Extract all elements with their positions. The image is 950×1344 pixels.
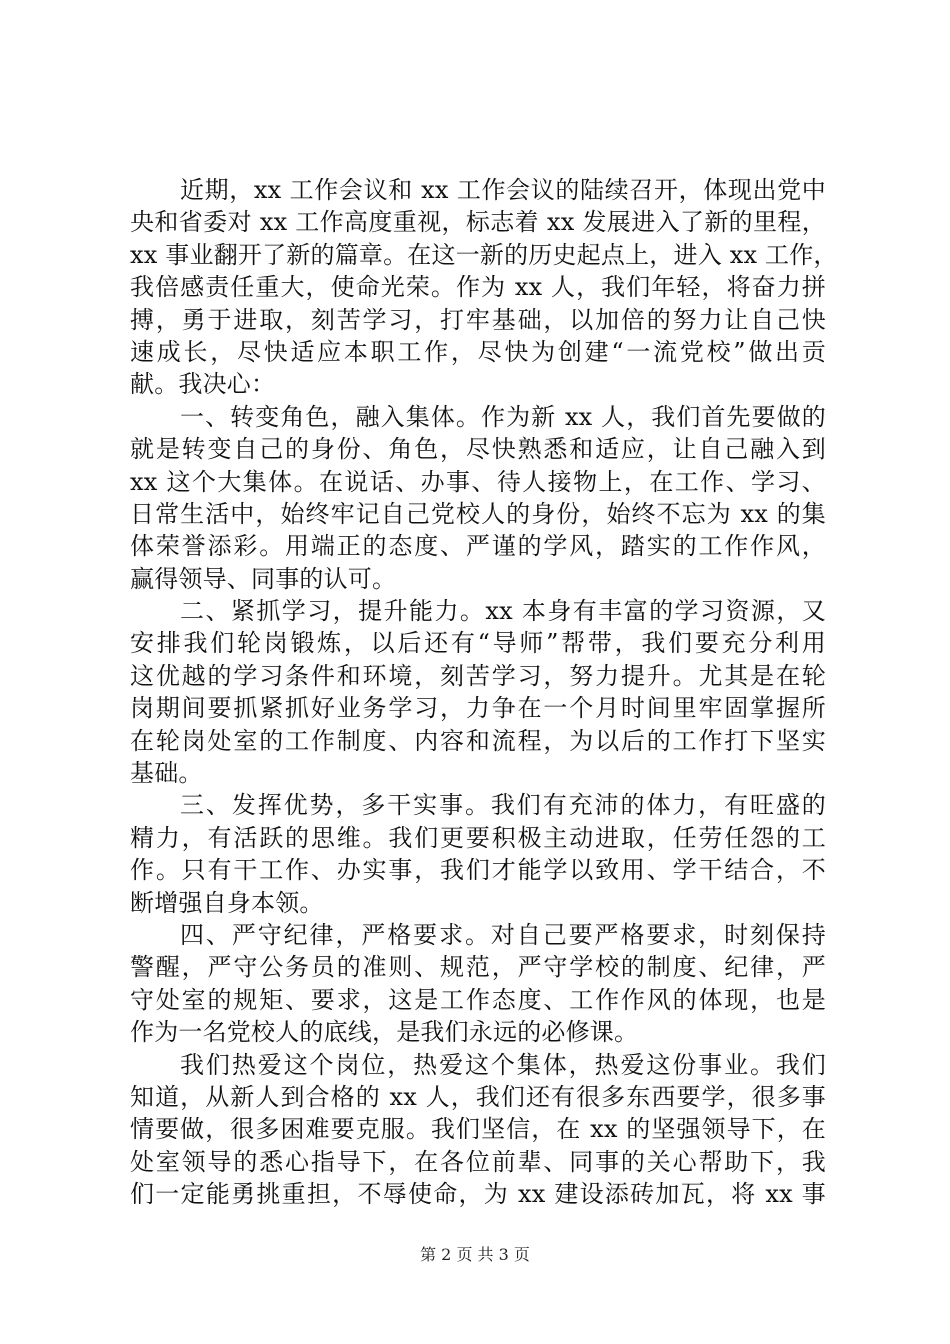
text-line: xx 这个大集体。在说话、办事、待人接物上，在工作、学习、 bbox=[130, 467, 826, 496]
text-line: xx 事业翻开了新的篇章。在这一新的历史起点上，进入 xx 工作， bbox=[130, 240, 838, 269]
text-line: 知道，从新人到合格的 xx 人，我们还有很多东西要学，很多事 bbox=[130, 1082, 826, 1111]
text-line: 断增强自身本领。 bbox=[130, 888, 324, 917]
text-line: 这优越的学习条件和环境，刻苦学习，努力提升。尤其是在轮 bbox=[130, 661, 826, 690]
text-line: 警醒，严守公务员的准则、规范，严守学校的制度、纪律，严 bbox=[130, 953, 826, 982]
text-line: 央和省委对 xx 工作高度重视，标志着 xx 发展进入了新的里程， bbox=[130, 208, 826, 237]
text-line: 速成长，尽快适应本职工作，尽快为创建“一流党校”做出贡 bbox=[130, 337, 826, 366]
text-line: 就是转变自己的身份、角色，尽快熟悉和适应，让自己融入到 bbox=[130, 435, 826, 464]
text-line: 近期，xx 工作会议和 xx 工作会议的陆续召开，体现出党中 bbox=[180, 176, 826, 204]
text-line: 一、转变角色，融入集体。作为新 xx 人，我们首先要做的 bbox=[180, 402, 826, 431]
text-line: 搏，勇于进取，刻苦学习，打牢基础，以加倍的努力让自己快 bbox=[130, 305, 826, 334]
text-line: 守处室的规矩、要求，这是工作态度、工作作风的体现，也是 bbox=[130, 985, 826, 1014]
text-line: 岗期间要抓紧抓好业务学习，力争在一个月时间里牢固掌握所 bbox=[130, 694, 826, 723]
text-line: 献。我决心： bbox=[130, 370, 276, 399]
text-line: 精力，有活跃的思维。我们更要积极主动进取，任劳任怨的工 bbox=[130, 823, 826, 852]
text-line: 我倍感责任重大，使命光荣。作为 xx 人，我们年轻，将奋力拼 bbox=[130, 273, 826, 302]
text-line: 作。只有干工作、办实事，我们才能学以致用、学干结合，不 bbox=[130, 856, 826, 885]
text-line: 四、严守纪律，严格要求。对自己要严格要求，时刻保持 bbox=[180, 920, 826, 949]
text-line: 作为一名党校人的底线，是我们永远的必修课。 bbox=[130, 1018, 639, 1047]
text-line: 体荣誉添彩。用端正的态度、严谨的学风，踏实的工作作风， bbox=[130, 532, 826, 561]
text-line: 赢得领导、同事的认可。 bbox=[130, 564, 397, 593]
text-line: 情要做，很多困难要克服。我们坚信，在 xx 的坚强领导下，在 bbox=[130, 1115, 826, 1144]
text-line: 三、发挥优势，多干实事。我们有充沛的体力，有旺盛的 bbox=[180, 791, 826, 820]
page-footer: 第 2 页 共 3 页 bbox=[420, 1245, 530, 1264]
text-line: 基础。 bbox=[130, 759, 203, 788]
text-line: 在轮岗处室的工作制度、内容和流程，为以后的工作打下坚实 bbox=[130, 726, 826, 755]
text-line: 处室领导的悉心指导下，在各位前辈、同事的关心帮助下，我 bbox=[130, 1147, 826, 1176]
text-line: 我们热爱这个岗位，热爱这个集体，热爱这份事业。我们 bbox=[180, 1050, 826, 1079]
text-line: 安排我们轮岗锻炼，以后还有“导师”帮带，我们要充分利用 bbox=[130, 629, 826, 658]
document-body bbox=[130, 174, 838, 1211]
text-line: 二、紧抓学习，提升能力。xx 本身有丰富的学习资源，又 bbox=[180, 597, 826, 626]
text-line: 们一定能勇挑重担，不辱使命，为 xx 建设添砖加瓦，将 xx 事 bbox=[130, 1180, 826, 1209]
text-line: 日常生活中，始终牢记自己党校人的身份，始终不忘为 xx 的集 bbox=[130, 499, 826, 528]
